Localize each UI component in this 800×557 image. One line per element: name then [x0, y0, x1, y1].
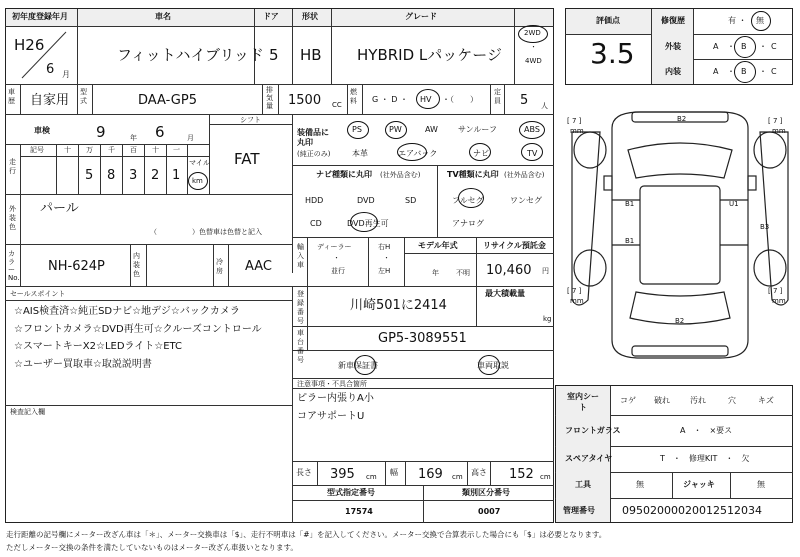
- fuel-label: 燃料: [350, 88, 357, 105]
- interior-dot-1: ・: [727, 67, 735, 76]
- class-number-label: 類別区分番号: [462, 488, 510, 497]
- first-reg-era: H26: [14, 36, 45, 54]
- navi-type-label: ナビ種類に丸印: [316, 170, 372, 179]
- capacity-unit: 人: [541, 102, 548, 110]
- seat-burn: コゲ: [620, 396, 636, 405]
- notes-label: 注意事項・不具合箇所: [297, 380, 367, 388]
- rating-label: 評価点: [596, 16, 620, 25]
- interior-grade-label: 内装: [665, 67, 681, 76]
- mm-mark-right-bottom: [ 7 ]: [768, 287, 783, 295]
- exterior-grade-a: A: [713, 42, 719, 51]
- equip-leather: 本革: [352, 149, 368, 158]
- width-label: 幅: [390, 468, 398, 477]
- jack-value: 無: [757, 480, 765, 489]
- interior-grade-a: A: [713, 67, 719, 76]
- drive-2wd: 2WD: [524, 29, 541, 37]
- mileage-label: 走行: [9, 158, 16, 175]
- equip-aw: AW: [425, 125, 438, 134]
- tv-type-label: TV種類に丸印: [447, 170, 499, 179]
- mm-mark-left-bottom: [ 7 ]: [567, 287, 582, 295]
- damage-b3-right: B3: [760, 223, 770, 231]
- import-dealer: ディーラー: [317, 243, 352, 251]
- digit-header-3: 百: [130, 146, 137, 154]
- damage-b1-left: B1: [625, 200, 635, 208]
- damage-u1-right: U1: [729, 200, 739, 208]
- length-label: 長さ: [296, 468, 312, 477]
- digit-header-0: 十: [64, 146, 71, 154]
- equip-pw: PW: [389, 125, 402, 134]
- damage-b2-top: B2: [677, 115, 687, 123]
- tv-fullseg: フルセグ: [452, 196, 484, 205]
- import-left-h: 左H: [378, 267, 391, 275]
- interior-color-label: 内装色: [133, 252, 140, 278]
- new-car-warranty: 新車保証書: [338, 361, 378, 370]
- equip-airbag: エアバック: [398, 149, 438, 158]
- tv-oneseg: ワンセグ: [510, 196, 542, 205]
- tv-type-sub: (社外品含む): [504, 171, 545, 179]
- mileage-digit-2: 3: [129, 168, 138, 183]
- exterior-color-label: 外装色: [9, 205, 16, 231]
- color-no: NH-624P: [48, 259, 105, 274]
- import-right-h: 右H: [378, 243, 391, 251]
- mileage-sub: 記号: [30, 146, 44, 154]
- vehicle-manual: 車両取説: [477, 361, 509, 370]
- seat-tear: 破れ: [654, 396, 670, 405]
- capacity-label: 定員: [494, 88, 501, 105]
- model: DAA-GP5: [138, 93, 197, 108]
- damage-b2-bottom: B2: [675, 317, 685, 325]
- cc-unit: CC: [332, 101, 342, 109]
- footer-line-2: ただしメーター交換の条件を満たしていないものはメーター改ざん車扱いとなります。: [6, 543, 298, 552]
- sales-point-3: ☆スマートキーX2☆LEDライト☆ETC: [14, 341, 183, 352]
- damage-b1-lower-left: B1: [625, 237, 635, 245]
- rating-score: 3.5: [590, 37, 635, 70]
- length-unit: cm: [366, 473, 377, 481]
- mile-label: マイル: [189, 159, 210, 167]
- notes-line-2: コアサポートU: [297, 411, 365, 422]
- model-year-unknown: 不明: [456, 269, 470, 277]
- tv-analog: アナログ: [452, 219, 484, 228]
- mileage-digit-0: 5: [85, 168, 94, 183]
- shape: HB: [300, 46, 322, 64]
- mm-unit-left-bottom: mm: [570, 297, 584, 305]
- width-unit: cm: [452, 473, 463, 481]
- equip-tv: TV: [527, 149, 538, 158]
- management-number: 09502000020012512034: [622, 504, 762, 517]
- door-label: ドア: [263, 12, 279, 21]
- mm-unit-left-top: mm: [570, 127, 584, 135]
- displacement: 1500: [288, 93, 322, 108]
- interior-grade-b: B: [741, 67, 747, 76]
- kg-unit: kg: [543, 315, 552, 323]
- model-year-unit: 年: [432, 269, 439, 277]
- doors: 5: [269, 46, 279, 64]
- repair-selected: 無: [756, 16, 764, 25]
- height-unit: cm: [540, 473, 551, 481]
- mm-mark-right-top: [ 7 ]: [768, 117, 783, 125]
- navi-dvd: DVD: [357, 196, 375, 205]
- exterior-grade-c: C: [771, 42, 777, 51]
- seat-scratch: キズ: [758, 396, 774, 405]
- ac-value: AAC: [245, 259, 272, 274]
- exterior-dot-1: ・: [727, 42, 735, 51]
- ac-label: 冷房: [216, 258, 223, 275]
- chassis-number: GP5-3089551: [378, 331, 467, 346]
- repair-options: 有 ・: [728, 16, 747, 25]
- model-label: 型式: [80, 88, 87, 105]
- km-label: km: [192, 177, 203, 185]
- navi-sd: SD: [405, 196, 417, 205]
- sales-points-label: セールスポイント: [10, 290, 66, 298]
- digit-header-1: 万: [86, 146, 93, 154]
- import-dot: ・: [333, 254, 340, 262]
- sales-point-1: ☆AIS検査済☆純正SDナビ☆地デジ☆バックカメラ: [14, 306, 240, 317]
- mileage-digit-4: 1: [172, 168, 181, 183]
- exterior-color: パール: [40, 201, 79, 216]
- height-label: 高さ: [471, 468, 487, 477]
- interior-dot-2: ・: [759, 67, 767, 76]
- fuel-other: ・（ ）: [442, 95, 478, 104]
- recycle-label: リサイクル預託金: [483, 241, 546, 250]
- fuel-selected: HV: [420, 95, 432, 104]
- first-reg-month: 6: [46, 62, 55, 77]
- drive-dot: ・: [530, 43, 537, 51]
- exterior-grade-label: 外装: [665, 42, 681, 51]
- shift-label: シフト: [240, 116, 261, 124]
- equipment-label: 装備品に丸印: [297, 128, 329, 147]
- mm-unit-right-top: mm: [772, 127, 786, 135]
- registration-label: 登録番号: [297, 290, 304, 325]
- digit-header-5: 一: [173, 146, 180, 154]
- exterior-grade-b: B: [741, 42, 747, 51]
- model-year-label: モデル年式: [418, 241, 458, 250]
- usage: 自家用: [30, 93, 70, 108]
- class-number-value: 0007: [478, 507, 501, 516]
- equip-sunroof: サンルーフ: [458, 125, 497, 134]
- capacity: 5: [520, 93, 529, 108]
- import-dot-2: ・: [383, 254, 390, 262]
- interior-grade-c: C: [771, 67, 777, 76]
- car-name: フィットハイブリッド: [117, 46, 264, 64]
- spare-tire-label: スペアタイヤ: [565, 454, 613, 463]
- interior-seat-label: 室内シート: [567, 392, 599, 412]
- grade-label: グレード: [405, 12, 437, 21]
- insp-month-unit: 月: [187, 134, 194, 142]
- displacement-label: 排気量: [266, 86, 273, 110]
- digit-header-4: 十: [152, 146, 159, 154]
- footer-line-1: 走行距離の記号欄にメーター改ざん車は「＊」、メーター交換車は「$」、走行不明車は「#」を記入してください。メーター交換で合算表示した場合にも「$」は必要となります。: [6, 530, 607, 539]
- first-reg-month-unit: 月: [62, 70, 70, 79]
- tools-label: 工具: [575, 480, 591, 489]
- type-designation-label: 型式指定番号: [327, 488, 375, 497]
- windshield-value: A ・ ×要ス: [680, 426, 733, 435]
- grade: HYBRID Lパッケージ: [357, 46, 502, 64]
- type-designation-value: 17574: [345, 507, 373, 516]
- chassis-label: 車台番号: [297, 329, 304, 364]
- shift: FAT: [234, 150, 260, 168]
- inspector-label: 検査記入欄: [10, 408, 45, 416]
- insp-year-unit: 年: [130, 134, 137, 142]
- navi-dvd-play: DVD再生可: [347, 219, 389, 228]
- import-parallel: 並行: [331, 267, 345, 275]
- recycle-amount: 10,460: [486, 263, 532, 278]
- windshield-label: フロントガラス: [565, 426, 621, 435]
- spare-tire-value: T ・ 修理KIT ・ 欠: [660, 454, 750, 463]
- mm-unit-right-bottom: mm: [772, 297, 786, 305]
- recycle-unit: 円: [542, 267, 549, 275]
- sales-point-4: ☆ユーザー買取車☆取説説明書: [14, 359, 152, 370]
- equip-navi: ナビ: [473, 149, 489, 158]
- inspection-label: 車検: [34, 126, 50, 135]
- car-name-label: 車名: [155, 12, 171, 21]
- insp-year: 9: [96, 123, 106, 141]
- shape-label: 形状: [302, 12, 318, 21]
- exterior-dot-2: ・: [759, 42, 767, 51]
- repair-history-label: 修復歴: [661, 16, 685, 25]
- first-reg-label: 初年度登録年月: [12, 12, 68, 21]
- equip-ps: PS: [352, 125, 362, 134]
- equip-abs: ABS: [524, 125, 540, 134]
- notes-line-1: ピラー内張りA小: [297, 393, 374, 404]
- seat-hole: 穴: [728, 396, 736, 405]
- drive-4wd: 4WD: [525, 57, 542, 65]
- mm-mark-left-top: [ 7 ]: [567, 117, 582, 125]
- management-label: 管理番号: [563, 506, 595, 515]
- sales-point-2: ☆フロントカメラ☆DVD再生可☆クルーズコントロール: [14, 324, 262, 335]
- jack-label: ジャッキ: [683, 480, 715, 489]
- seat-stain: 汚れ: [690, 396, 706, 405]
- insp-month: 6: [155, 123, 165, 141]
- navi-type-sub: (社外品含む): [380, 171, 421, 179]
- color-no-label: カラーNo.: [8, 250, 20, 282]
- equipment-sub: (純正のみ): [297, 150, 331, 158]
- length-value: 395: [330, 467, 355, 482]
- registration-number: 川崎501に2414: [350, 298, 447, 313]
- import-label: 輸入車: [297, 243, 304, 269]
- fuel-options: G ・ D ・: [372, 95, 408, 104]
- color-note: （ ）色替車は色替と記入: [150, 228, 262, 236]
- navi-hdd: HDD: [305, 196, 324, 205]
- digit-header-2: 千: [108, 146, 115, 154]
- height-value: 152: [509, 467, 534, 482]
- usage-label: 車歴: [8, 88, 15, 105]
- mileage-digit-1: 8: [107, 168, 116, 183]
- tools-value: 無: [636, 480, 644, 489]
- max-load-label: 最大積載量: [485, 289, 525, 298]
- width-value: 169: [418, 467, 443, 482]
- mileage-digit-3: 2: [151, 168, 160, 183]
- navi-cd: CD: [310, 219, 322, 228]
